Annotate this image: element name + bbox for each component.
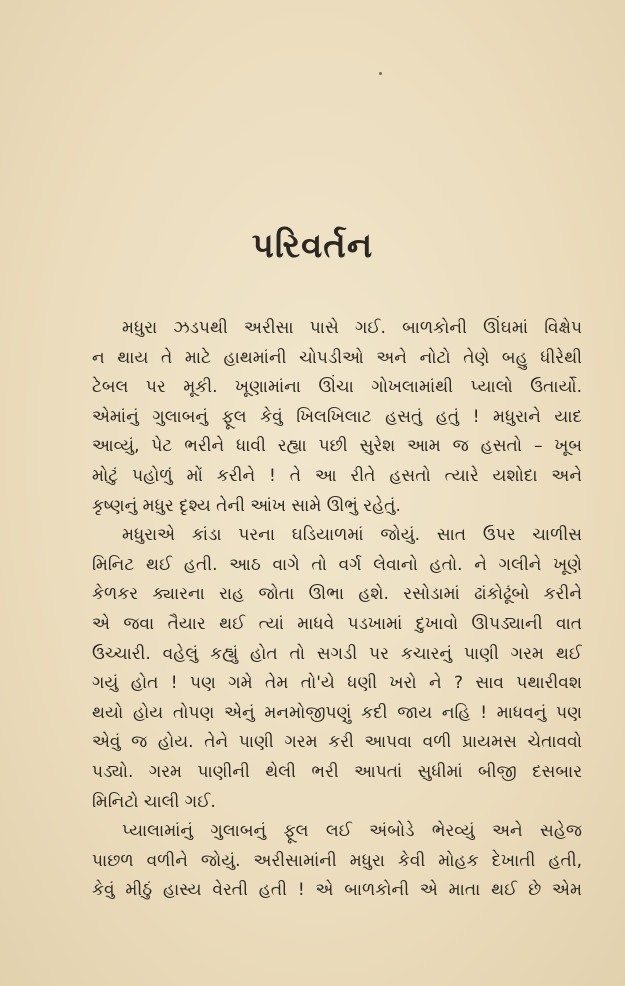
text-line: એ જવા તૈયાર થઈ ત્યાં માધવે પડખામાં દુખાવો ઊપડ્યાની વાત [92,613,582,634]
text-line: એમાંનું ગુલાબનું ફૂલ કેવું ખિલખિલાટ હસતું હતું ! મધુરાને યાદ [92,406,582,427]
text-line: કેવું મીઠું હાસ્ય વેરતી હતી ! એ બાળકોની એ માતા થઈ છે એમ [92,880,582,901]
chapter-body [92,314,582,906]
text-line: મોટું પહોળું મોં કરીને ! તે આ રીતે હસતો ત્યારે યશોદા અને [92,465,582,486]
text-line: મિનિટો ચાલી ગઈ. [92,791,216,812]
text-line: એવું જ હોય. તેને પાણી ગરમ કરી આપવા વળી પ્રાયમસ ચેતાવવો [92,732,582,753]
text-line: મિનિટ થઈ હતી. આઠ વાગે તો વર્ગ લેવાનો હતો. ને ગલીને ખૂણે [92,554,582,575]
text-line: કૃષ્ણનું મધુર દૃશ્ય તેની આંખ સામે ઊભું રહેતું. [92,495,401,516]
text-line: પ્યાલામાંનું ગુલાબનું ફૂલ લઈ અંબોડે ભેરવ્યું અને સહેજ [122,821,582,842]
chapter-title: પરિવર્તન [251,226,374,266]
text-line: ગયું હોત ! પણ ગમે તેમ તો'યે ધણી ખરો ને ? સાવ પથારીવશ [92,673,582,694]
text-line: ઉચ્ચારી. વહેલું કહ્યું હોત તો સગડી પર કચારનું પાણી ગરમ થઈ [92,643,582,664]
text-line: પાછળ વળીને જોયું. અરીસામાંની મધુરા કેવી મોહક દેખાતી હતી, [92,850,582,871]
text-line: કેળકર ક્યારના રાહ જોતા ઊભા હશે. રસોડામાં ઢાંકોઢૂંબો કરીને [92,584,582,605]
text-line: ન થાય તે માટે હાથમાંની ચોપડીઓ અને નોટો તેણે બહુ ધીરેથી [92,347,582,368]
text-line: ટેબલ પર મૂકી. ખૂણામાંના ઊંચા ગોખલામાંથી પ્યાલો ઉતાર્યો. [92,377,582,398]
text-line: પડ્યો. ગરમ પાણીની થેલી ભરી આપતાં સુધીમાં બીજી દસબાર [92,761,582,782]
text-line: મધુરા ઝડપથી અરીસા પાસે ગઈ. બાળકોની ઊંઘમાં વિક્ષેપ [122,318,582,338]
ink-spot [379,72,382,75]
text-line: મધુરાએ કાંડા પરના ઘડિયાળમાં જોયું. સાત ઉપર ચાળીસ [122,525,582,546]
text-line: થયો હોય તોપણ એનું મનમોજીપણું કદી જાય નહિ ! માધવનું પણ [92,702,582,723]
text-line: આવ્યું, પેટ ભરીને ધાવી રહ્યા પછી સુરેશ આમ જ હસતો – ખૂબ [92,436,582,457]
